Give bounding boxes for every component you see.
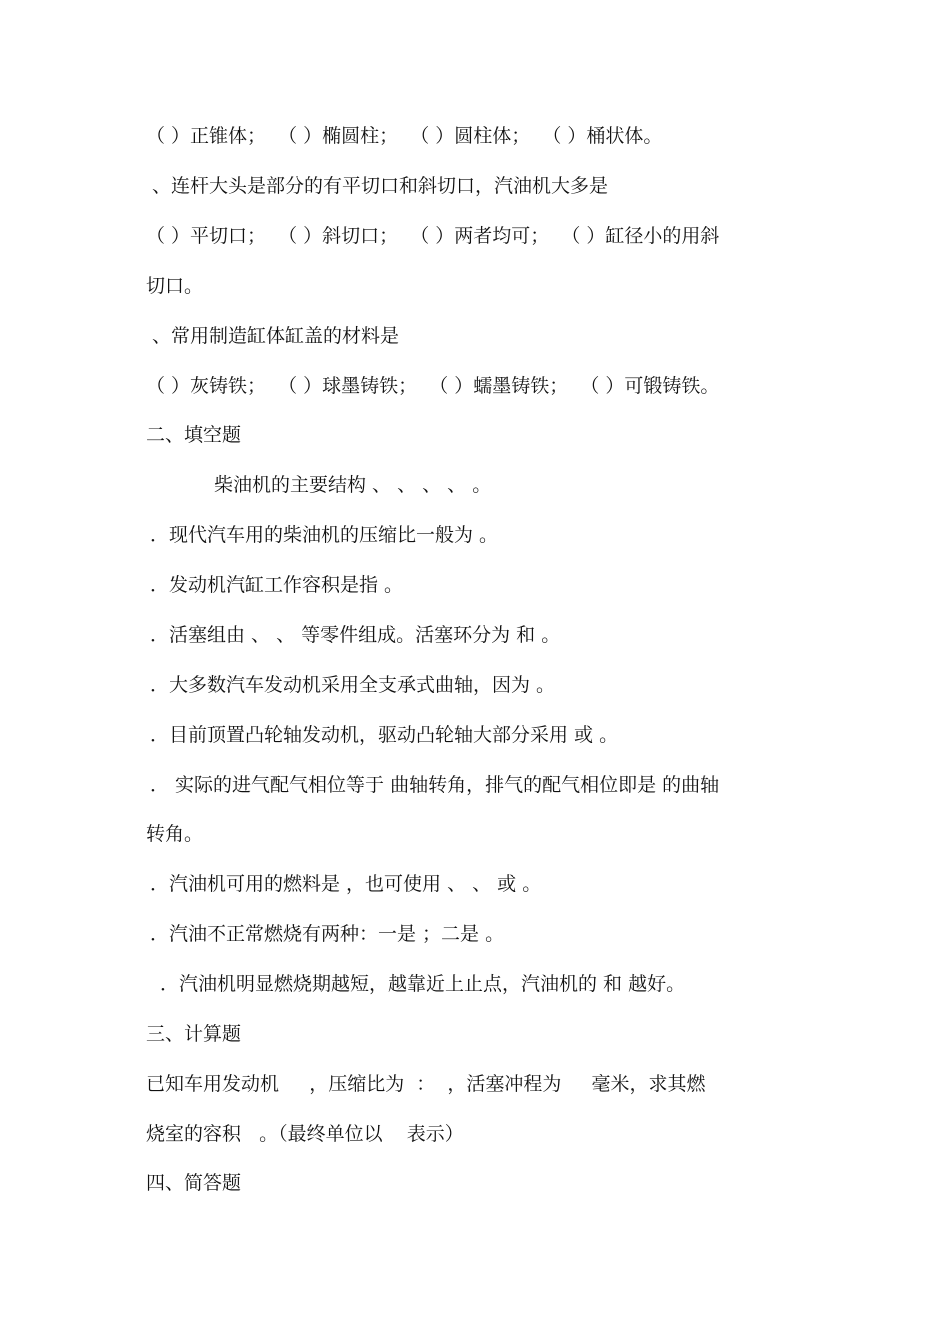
question-line: 柴油机的主要结构 、 、 、 、 。 (214, 474, 492, 496)
question-line: ．汽油机明显燃烧期越短，越靠近上止点，汽油机的 和 越好。 (160, 973, 686, 995)
section-heading-calculation: 三、计算题 (146, 1023, 242, 1045)
question-line: ．汽油机可用的燃料是 ，也可使用 、 、 或 。 (150, 873, 542, 895)
question-line: 、连杆大头是部分的有平切口和斜切口，汽油机大多是 (146, 175, 609, 197)
section-heading-short-answer: 四、简答题 (146, 1172, 242, 1194)
question-line: 、常用制造缸体缸盖的材料是 (146, 325, 400, 347)
question-line: ．活塞组由 、 、 等零件组成。活塞环分为 和 。 (150, 624, 561, 646)
question-line: ．大多数汽车发动机采用全支承式曲轴，因为 。 (150, 674, 556, 696)
question-line: ．发动机汽缸工作容积是指 。 (150, 574, 404, 596)
question-line: ．汽油不正常燃烧有两种：一是 ；二是 。 (150, 923, 505, 945)
question-line: ．现代汽车用的柴油机的压缩比一般为 。 (150, 524, 499, 546)
section-heading-fill-in: 二、填空题 (146, 424, 242, 446)
choice-options-continuation: 切口。 (146, 275, 204, 297)
calculation-question: 已知车用发动机 ，压缩比为 ： ，活塞冲程为 毫米，求其燃 (146, 1073, 706, 1095)
calculation-question-continuation: 烧室的容积 。（最终单位以 表示） (146, 1123, 464, 1145)
question-continuation: 转角。 (146, 823, 204, 845)
choice-options-line: （ ）正锥体； （ ）椭圆柱； （ ）圆柱体； （ ）桶状体。 (146, 125, 663, 147)
question-line: ．目前顶置凸轮轴发动机，驱动凸轮轴大部分采用 或 。 (150, 724, 619, 746)
question-line: ． 实际的进气配气相位等于 曲轴转角，排气的配气相位即是 的曲轴 (150, 774, 720, 796)
choice-options-line: （ ）平切口； （ ）斜切口； （ ）两者均可； （ ）缸径小的用斜 (146, 225, 720, 247)
choice-options-line: （ ）灰铸铁； （ ）球墨铸铁； （ ）蠕墨铸铁； （ ）可锻铸铁。 (146, 375, 720, 397)
